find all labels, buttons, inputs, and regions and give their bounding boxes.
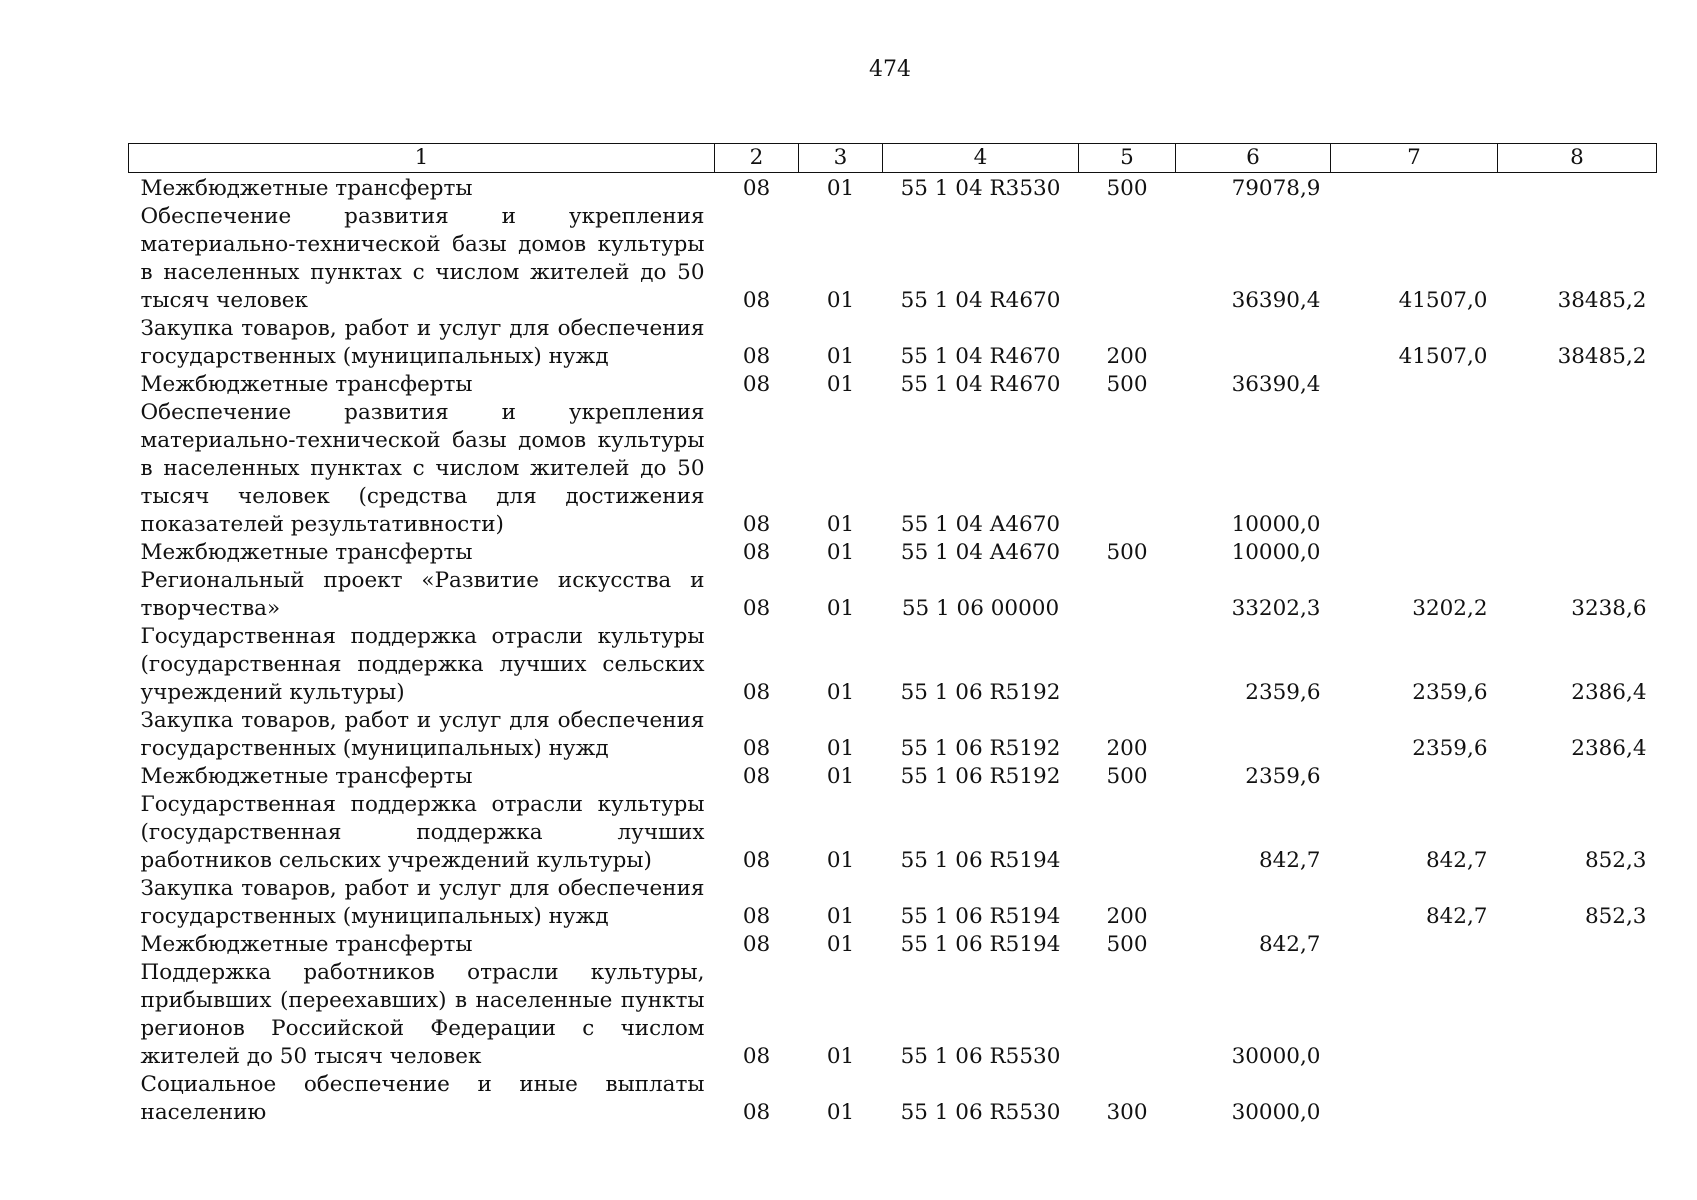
row-target-article-cell: 55 1 04 A4670 — [900, 540, 1061, 565]
row-target-article-cell: 55 1 04 A4670 — [900, 512, 1061, 537]
row-section-cell: 08 — [742, 932, 771, 957]
row-subsection-cell: 01 — [826, 932, 855, 957]
row-name-cell: Закупка товаров, работ и услуг для обеспечения государственных (муниципальных) нужд — [140, 876, 705, 929]
row-amount-col6-cell: 10000,0 — [1231, 540, 1321, 565]
table-row — [129, 567, 1657, 623]
row-amount-col8-cell — [1498, 399, 1657, 539]
table-row — [129, 763, 1657, 791]
row-name-cell: Межбюджетные трансферты — [140, 372, 473, 397]
row-amount-col8-cell — [1498, 763, 1657, 791]
row-target-article-cell: 55 1 04 R4670 — [900, 372, 1061, 397]
row-expense-type-cell — [1079, 399, 1176, 539]
row-target-article-cell: 55 1 06 R5194 — [900, 932, 1061, 957]
row-target-article-cell: 55 1 06 00000 — [901, 596, 1060, 621]
row-section-cell: 08 — [742, 848, 771, 873]
row-name-cell: Государственная поддержка отрасли культуры (государственная поддержка лучших работников сельских учреждений культуры) — [140, 792, 705, 873]
budget-table — [128, 143, 1657, 1127]
row-subsection-cell: 01 — [826, 680, 855, 705]
row-section-cell: 08 — [742, 176, 771, 201]
header-cell-7: 7 — [1331, 144, 1498, 173]
row-amount-col8-cell: 2386,4 — [1571, 736, 1647, 761]
row-subsection-cell: 01 — [826, 764, 855, 789]
row-expense-type-cell — [1079, 567, 1176, 623]
row-section-cell: 08 — [742, 540, 771, 565]
row-amount-col6-cell — [1176, 875, 1331, 931]
row-amount-col8-cell: 852,3 — [1584, 904, 1647, 929]
row-target-article-cell: 55 1 04 R4670 — [900, 288, 1061, 313]
table-row — [129, 203, 1657, 315]
row-target-article-cell: 55 1 06 R5194 — [900, 848, 1061, 873]
row-section-cell: 08 — [742, 736, 771, 761]
row-amount-col6-cell: 842,7 — [1258, 932, 1321, 957]
header-cell-1: 1 — [129, 144, 715, 173]
row-subsection-cell: 01 — [826, 596, 855, 621]
row-name-cell: Межбюджетные трансферты — [140, 176, 473, 201]
row-amount-col7-cell: 3202,2 — [1412, 596, 1488, 621]
row-target-article-cell: 55 1 06 R5192 — [900, 680, 1061, 705]
row-amount-col8-cell: 2386,4 — [1571, 680, 1647, 705]
row-amount-col6-cell: 10000,0 — [1231, 512, 1321, 537]
header-cell-5: 5 — [1079, 144, 1176, 173]
row-target-article-cell: 55 1 06 R5192 — [900, 736, 1061, 761]
page-number: 474 — [869, 57, 911, 82]
row-section-cell: 08 — [742, 512, 771, 537]
row-expense-type-cell: 500 — [1106, 176, 1148, 201]
row-section-cell: 08 — [742, 288, 771, 313]
row-amount-col8-cell — [1498, 173, 1657, 204]
row-target-article-cell: 55 1 06 R5192 — [900, 764, 1061, 789]
row-amount-col8-cell — [1498, 1071, 1657, 1127]
header-cell-2: 2 — [715, 144, 799, 173]
row-subsection-cell: 01 — [826, 1100, 855, 1125]
row-expense-type-cell: 500 — [1106, 372, 1148, 397]
row-subsection-cell: 01 — [826, 848, 855, 873]
row-subsection-cell: 01 — [826, 372, 855, 397]
row-section-cell: 08 — [742, 344, 771, 369]
row-expense-type-cell — [1079, 959, 1176, 1071]
row-amount-col6-cell: 842,7 — [1258, 848, 1321, 873]
row-amount-col8-cell — [1498, 371, 1657, 399]
row-amount-col8-cell: 852,3 — [1584, 848, 1647, 873]
table-row — [129, 173, 1657, 204]
table-row — [129, 623, 1657, 707]
row-target-article-cell: 55 1 04 R4670 — [900, 344, 1061, 369]
row-amount-col8-cell: 3238,6 — [1571, 596, 1647, 621]
row-section-cell: 08 — [742, 1100, 771, 1125]
row-section-cell: 08 — [742, 904, 771, 929]
row-section-cell: 08 — [742, 596, 771, 621]
table-row — [129, 875, 1657, 931]
row-amount-col7-cell: 2359,6 — [1412, 736, 1488, 761]
row-expense-type-cell: 200 — [1106, 736, 1148, 761]
row-name-cell: Обеспечение развития и укрепления материально-технической базы домов культуры в населенных пунктах с числом жителей до 50 тысяч человек (средства для достижения показателей результативности) — [140, 400, 705, 537]
row-expense-type-cell: 500 — [1106, 764, 1148, 789]
table-row — [129, 931, 1657, 959]
row-amount-col6-cell — [1176, 315, 1331, 371]
header-cell-8: 8 — [1498, 144, 1657, 173]
row-section-cell: 08 — [742, 764, 771, 789]
row-amount-col6-cell — [1176, 707, 1331, 763]
row-amount-col7-cell — [1331, 539, 1498, 567]
row-section-cell: 08 — [742, 680, 771, 705]
row-section-cell: 08 — [742, 1044, 771, 1069]
row-amount-col8-cell — [1498, 931, 1657, 959]
row-expense-type-cell — [1079, 623, 1176, 707]
table-row — [129, 539, 1657, 567]
row-name-cell: Межбюджетные трансферты — [140, 932, 473, 957]
row-name-cell: Обеспечение развития и укрепления материально-технической базы домов культуры в населенных пунктах с числом жителей до 50 тысяч человек — [140, 204, 705, 313]
row-subsection-cell: 01 — [826, 288, 855, 313]
row-subsection-cell: 01 — [826, 1044, 855, 1069]
row-target-article-cell: 55 1 06 R5530 — [900, 1100, 1061, 1125]
row-amount-col8-cell: 38485,2 — [1557, 288, 1647, 313]
row-amount-col7-cell: 842,7 — [1425, 904, 1488, 929]
row-amount-col7-cell: 41507,0 — [1398, 344, 1488, 369]
header-row — [129, 144, 1657, 173]
row-amount-col6-cell: 33202,3 — [1231, 596, 1321, 621]
row-expense-type-cell — [1079, 791, 1176, 875]
row-name-cell: Поддержка работников отрасли культуры, прибывших (переехавших) в населенные пункты регионов Российской Федерации с числом жителей до 50 тысяч человек — [140, 960, 705, 1069]
row-expense-type-cell: 200 — [1106, 904, 1148, 929]
row-target-article-cell: 55 1 06 R5530 — [900, 1044, 1061, 1069]
row-expense-type-cell: 500 — [1106, 540, 1148, 565]
row-amount-col7-cell: 41507,0 — [1398, 288, 1488, 313]
row-name-cell: Социальное обеспечение и иные выплаты населению — [140, 1072, 705, 1125]
table-row — [129, 791, 1657, 875]
row-expense-type-cell: 500 — [1106, 932, 1148, 957]
row-name-cell: Закупка товаров, работ и услуг для обеспечения государственных (муниципальных) нужд — [140, 316, 705, 369]
row-target-article-cell: 55 1 04 R3530 — [900, 176, 1061, 201]
row-target-article-cell: 55 1 06 R5194 — [900, 904, 1061, 929]
table-row — [129, 959, 1657, 1071]
row-section-cell: 08 — [742, 372, 771, 397]
row-amount-col6-cell: 30000,0 — [1231, 1100, 1321, 1125]
row-amount-col8-cell — [1498, 539, 1657, 567]
row-amount-col7-cell — [1331, 1071, 1498, 1127]
row-amount-col6-cell: 79078,9 — [1231, 176, 1321, 201]
row-amount-col6-cell: 36390,4 — [1231, 288, 1321, 313]
row-subsection-cell: 01 — [826, 904, 855, 929]
row-name-cell: Межбюджетные трансферты — [140, 540, 473, 565]
header-cell-4: 4 — [883, 144, 1079, 173]
row-amount-col7-cell — [1331, 763, 1498, 791]
table-row — [129, 371, 1657, 399]
row-amount-col8-cell — [1498, 959, 1657, 1071]
row-amount-col8-cell: 38485,2 — [1557, 344, 1647, 369]
row-expense-type-cell: 300 — [1106, 1100, 1148, 1125]
table-row — [129, 315, 1657, 371]
row-amount-col7-cell — [1331, 399, 1498, 539]
header-cell-3: 3 — [799, 144, 883, 173]
table-header — [129, 144, 1657, 173]
row-subsection-cell: 01 — [826, 540, 855, 565]
row-name-cell: Межбюджетные трансферты — [140, 764, 473, 789]
row-subsection-cell: 01 — [826, 736, 855, 761]
row-amount-col7-cell — [1331, 931, 1498, 959]
row-amount-col7-cell — [1331, 173, 1498, 204]
table-body — [129, 173, 1657, 1128]
row-expense-type-cell: 200 — [1106, 344, 1148, 369]
row-expense-type-cell — [1079, 203, 1176, 315]
row-amount-col7-cell: 2359,6 — [1412, 680, 1488, 705]
row-amount-col6-cell: 36390,4 — [1231, 372, 1321, 397]
table-row — [129, 399, 1657, 539]
row-amount-col6-cell: 2359,6 — [1245, 680, 1321, 705]
row-amount-col6-cell: 2359,6 — [1245, 764, 1321, 789]
table-row — [129, 1071, 1657, 1127]
header-cell-6: 6 — [1176, 144, 1331, 173]
row-subsection-cell: 01 — [826, 512, 855, 537]
row-subsection-cell: 01 — [826, 344, 855, 369]
row-amount-col7-cell: 842,7 — [1425, 848, 1488, 873]
row-name-cell: Региональный проект «Развитие искусства и творчества» — [140, 568, 705, 621]
table-row — [129, 707, 1657, 763]
row-amount-col7-cell — [1331, 959, 1498, 1071]
row-subsection-cell: 01 — [826, 176, 855, 201]
row-amount-col6-cell: 30000,0 — [1231, 1044, 1321, 1069]
row-name-cell: Государственная поддержка отрасли культуры (государственная поддержка лучших сельских учреждений культуры) — [140, 624, 705, 705]
row-amount-col7-cell — [1331, 371, 1498, 399]
row-name-cell: Закупка товаров, работ и услуг для обеспечения государственных (муниципальных) нужд — [140, 708, 705, 761]
